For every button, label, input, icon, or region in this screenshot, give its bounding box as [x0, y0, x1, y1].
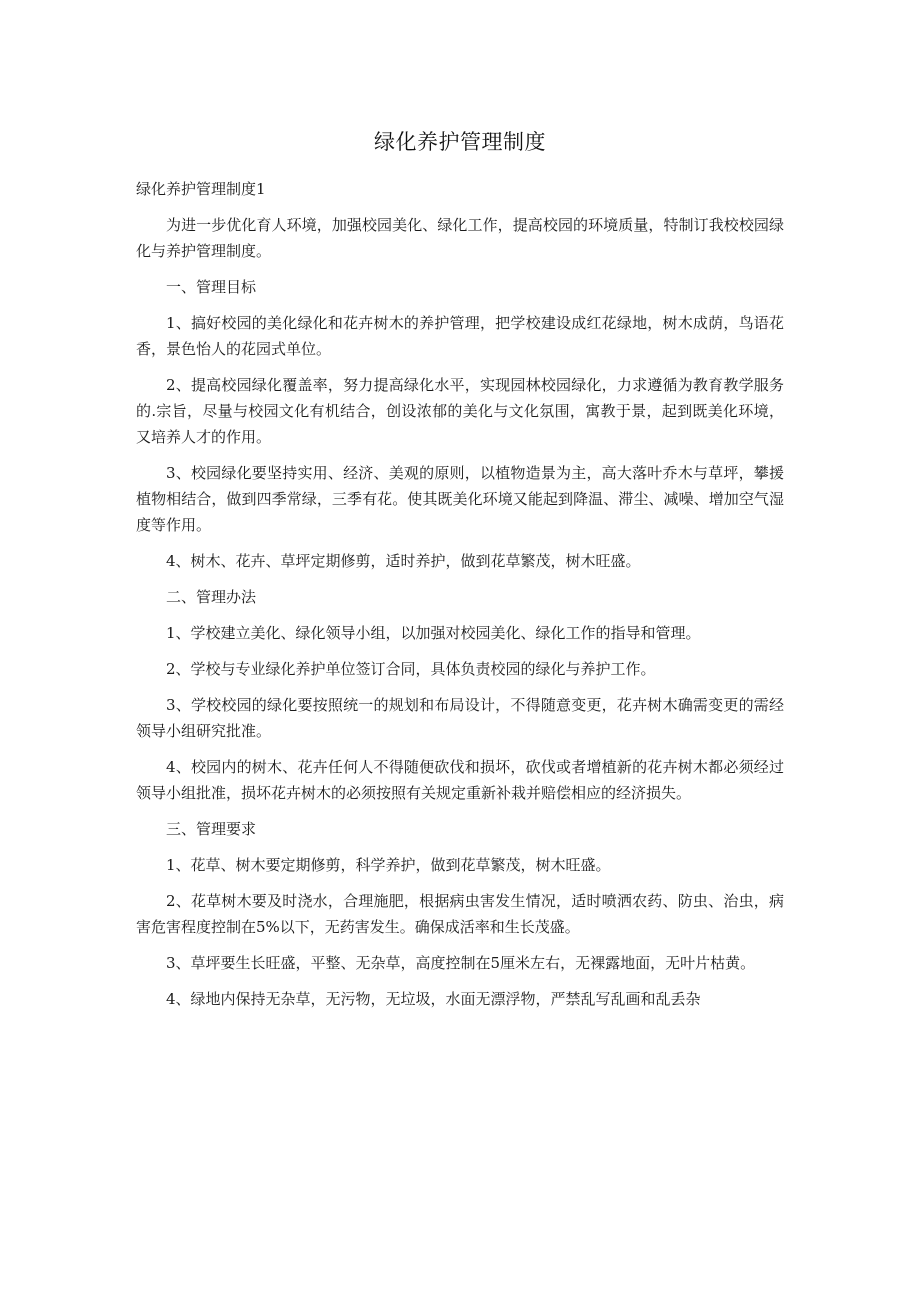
paragraph-method-4: 4、校园内的树木、花卉任何人不得随便砍伐和损坏，砍伐或者增植新的花卉树木都必须经过领导小组批准，损坏花卉树木的必须按照有关规定重新补栽并赔偿相应的经济损失。	[136, 758, 784, 802]
paragraph-method-1: 1、学校建立美化、绿化领导小组，以加强对校园美化、绿化工作的指导和管理。	[166, 624, 701, 642]
paragraph-requirement-1: 1、花草、树木要定期修剪，科学养护，做到花草繁茂，树木旺盛。	[166, 856, 611, 874]
paragraph-requirement-4: 4、绿地内保持无杂草，无污物，无垃圾，水面无漂浮物，严禁乱写乱画和乱丢杂	[166, 990, 701, 1008]
section-heading-requirements: 三、管理要求	[166, 820, 257, 838]
paragraph-requirement-3: 3、草坪要生长旺盛，平整、无杂草，高度控制在5厘米左右，无裸露地面，无叶片枯黄。	[166, 954, 756, 972]
paragraph-goal-4: 4、树木、花卉、草坪定期修剪，适时养护，做到花草繁茂，树木旺盛。	[166, 552, 641, 570]
paragraph-requirement-2: 2、花草树木要及时浇水，合理施肥，根据病虫害发生情况，适时喷洒农药、防虫、治虫，病害危害程度控制在5%以下，无药害发生。确保成活率和生长茂盛。	[136, 892, 784, 936]
paragraph-method-2: 2、学校与专业绿化养护单位签订合同，具体负责校园的绿化与养护工作。	[166, 660, 656, 678]
paragraph-intro: 为进一步优化育人环境，加强校园美化、绿化工作，提高校园的环境质量，特制订我校校园绿化与养护管理制度。	[136, 216, 784, 260]
section-heading-methods: 二、管理办法	[166, 588, 257, 606]
document-subtitle: 绿化养护管理制度1	[136, 180, 266, 198]
paragraph-method-3: 3、学校校园的绿化要按照统一的规划和布局设计，不得随意变更，花卉树木确需变更的需经领导小组研究批准。	[136, 696, 784, 740]
paragraph-goal-2: 2、提高校园绿化覆盖率，努力提高绿化水平，实现园林校园绿化，力求遵循为教育教学服务的.宗旨，尽量与校园文化有机结合，创设浓郁的美化与文化氛围，寓教于景，起到既美化环境，又培养人才的作用。	[136, 376, 784, 446]
paragraph-goal-1: 1、搞好校园的美化绿化和花卉树木的养护管理，把学校建设成红花绿地，树木成荫，鸟语花香，景色怡人的花园式单位。	[136, 314, 784, 358]
section-heading-goals: 一、管理目标	[166, 278, 257, 296]
document-body	[136, 176, 784, 1022]
paragraph-goal-3: 3、校园绿化要坚持实用、经济、美观的原则，以植物造景为主，高大落叶乔木与草坪，攀援植物相结合，做到四季常绿，三季有花。使其既美化环境又能起到降温、滞尘、减噪、增加空气湿度等作用。	[136, 464, 784, 534]
document-title: 绿化养护管理制度	[374, 130, 546, 154]
